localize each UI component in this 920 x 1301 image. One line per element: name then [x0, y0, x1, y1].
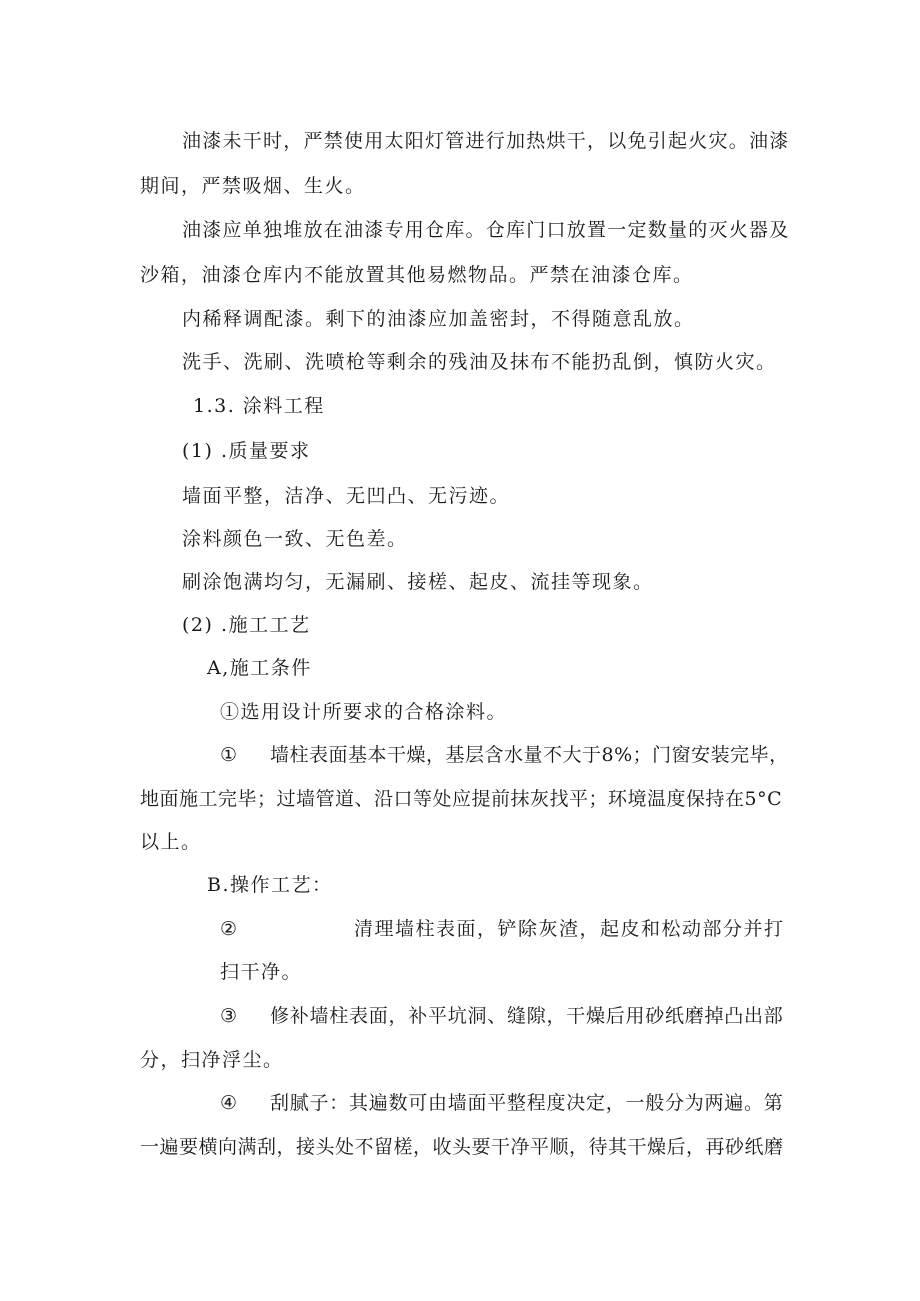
item-heading: A,施工条件 [207, 657, 312, 679]
paragraph-line: 清理墙柱表面，铲除灰渣，起皮和松动部分并打 [354, 918, 785, 940]
paragraph-line: 内稀释调配漆。剩下的油漆应加盖密封，不得随意乱放。 [182, 308, 695, 330]
paragraph-line: 油漆未干时，严禁使用太阳灯管进行加热烘干，以免引起火灾。油漆 [182, 130, 790, 152]
section-heading: 1.3. 涂料工程 [193, 395, 325, 417]
paragraph-line: 以上。 [140, 831, 202, 853]
paragraph-line: 一遍要横向满刮，接头处不留槎，收头要干净平顺，待其干燥后，再砂纸磨 [140, 1136, 784, 1158]
item-heading: B.操作工艺： [207, 874, 333, 896]
item-number: ④ [220, 1092, 238, 1114]
paragraph-line: 涂料颜色一致、无色差。 [182, 528, 408, 550]
paragraph-line: 墙柱表面基本干燥，基层含水量不大于8%；门窗安装完毕， [270, 744, 789, 766]
item-number: ① [220, 744, 238, 766]
item-number: ③ [220, 1005, 238, 1027]
paragraph-line: 墙面平整，洁净、无凹凸、无污迹。 [182, 485, 511, 507]
paragraph-line: 地面施工完毕；过墙管道、沿口等处应提前抹灰找平；环境温度保持在5°C [140, 788, 783, 810]
paragraph-line: 沙箱，油漆仓库内不能放置其他易燃物品。严禁在油漆仓库。 [140, 264, 694, 286]
subsection-heading: (1) .质量要求 [182, 440, 311, 462]
subsection-heading: (2) .施工工艺 [182, 614, 311, 636]
item-number: ② [220, 918, 238, 940]
paragraph-line: 刷涂饱满均匀，无漏刷、接槎、起皮、流挂等现象。 [182, 571, 654, 593]
paragraph-line: 期间，严禁吸烟、生火。 [140, 175, 366, 197]
paragraph-line: 修补墙柱表面，补平坑洞、缝隙，干燥后用砂纸磨掉凸出部 [270, 1005, 784, 1027]
paragraph-line: 刮腻子：其遍数可由墙面平整程度决定，一般分为两遍。第 [270, 1092, 784, 1114]
paragraph-line: 扫干净。 [220, 961, 303, 983]
paragraph-line: 油漆应单独堆放在油漆专用仓库。仓库门口放置一定数量的灭火器及 [182, 219, 790, 241]
paragraph-line: ①选用设计所要求的合格涂料。 [220, 701, 508, 723]
paragraph-line: 分，扫净浮尘。 [140, 1049, 284, 1071]
paragraph-line: 洗手、洗刷、洗喷枪等剩余的残油及抹布不能扔乱倒，慎防火灾。 [182, 351, 777, 373]
